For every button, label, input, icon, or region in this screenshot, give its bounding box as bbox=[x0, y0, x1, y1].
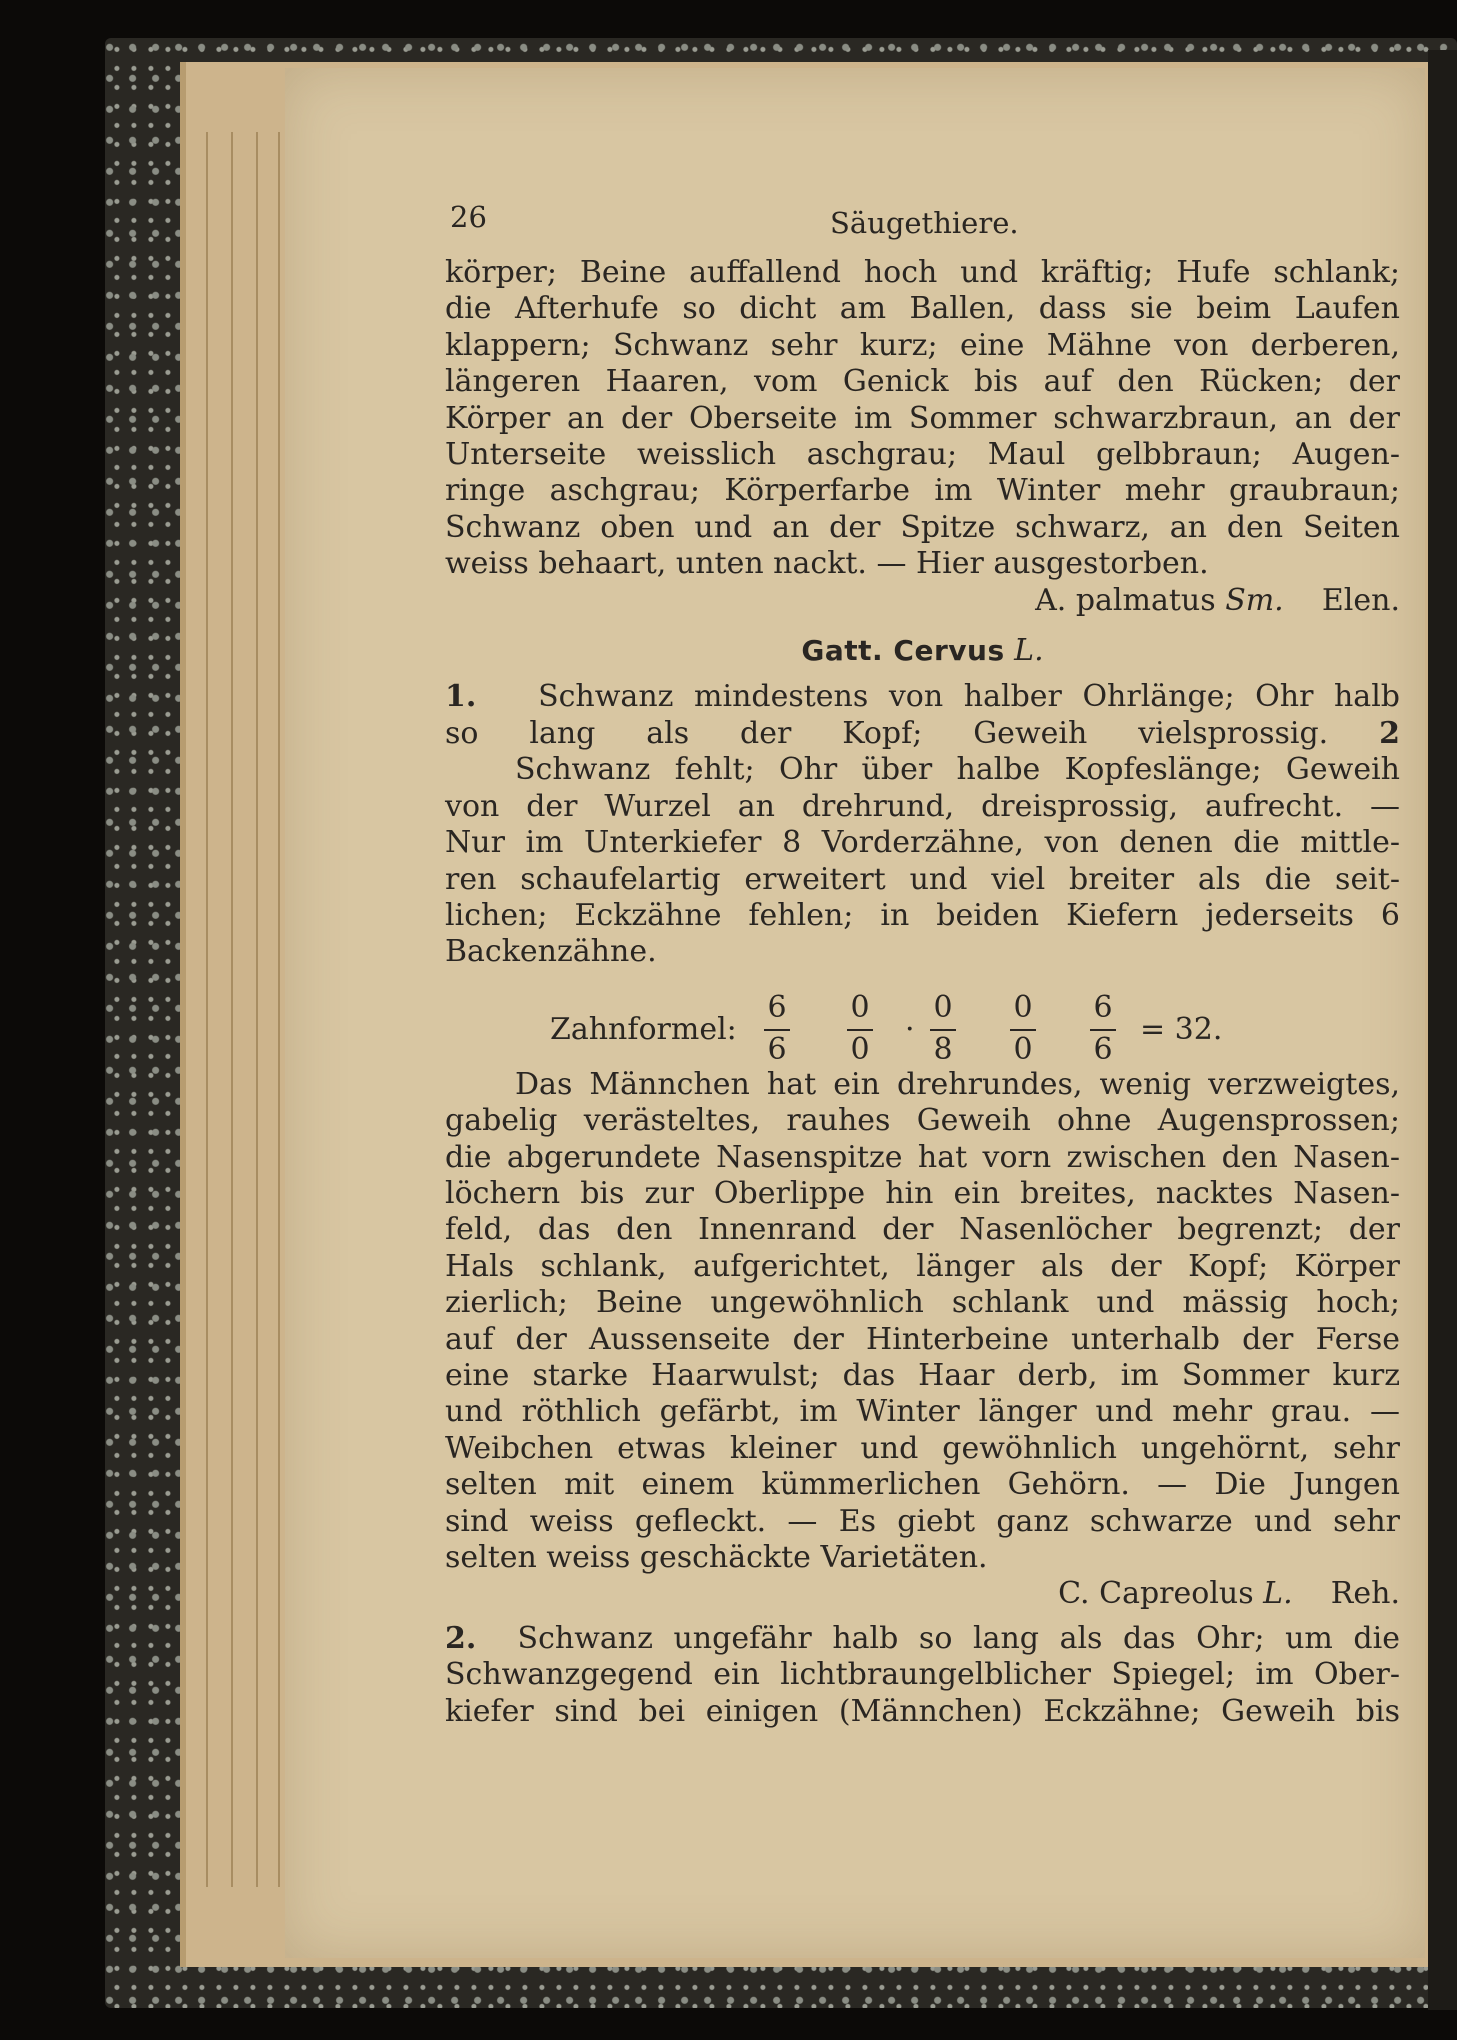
text-line: sind weiss gefleckt. — Es giebt ganz schwarze und sehr bbox=[445, 1503, 1400, 1539]
text-line: Schwanz ungefähr halb so lang als das Ohr; um die bbox=[517, 1620, 1400, 1656]
species-common-name: Reh. bbox=[1330, 1576, 1400, 1612]
text-line: ringe aschgrau; Körperfarbe im Winter mehr graubraun; bbox=[445, 473, 1400, 509]
text-line: ren schaufelartig erweitert und viel breiter als die seit- bbox=[445, 861, 1400, 897]
key-reference: 2 bbox=[1379, 715, 1400, 751]
page-body bbox=[445, 255, 1400, 1730]
text-line: körper; Beine auffallend hoch und kräftig; Hufe schlank; bbox=[445, 255, 1400, 290]
key-entry-1-cont bbox=[445, 716, 1400, 752]
text-line: weiss behaart, unten nackt. — Hier ausgestorben. bbox=[445, 546, 1209, 582]
text-line: feld, das den Innenrand der Nasenlöcher begrenzt; der bbox=[445, 1212, 1400, 1248]
text-line: Das Männchen hat ein drehrundes, wenig verzweigtes, bbox=[515, 1066, 1400, 1102]
text-line: zierlich; Beine ungewöhnlich schlank und mässig hoch; bbox=[445, 1285, 1400, 1321]
text-line: eine starke Haarwulst; das Haar derb, im Sommer kurz bbox=[445, 1357, 1400, 1393]
text-line: gabelig verästeltes, rauhes Geweih ohne Augensprossen; bbox=[445, 1103, 1400, 1139]
formula-dot: · bbox=[905, 1012, 915, 1047]
species-author: Sm. bbox=[1225, 582, 1284, 618]
species-common-name: Elen. bbox=[1321, 582, 1400, 618]
formula-label: Zahnformel: bbox=[550, 1012, 737, 1047]
key-entry-2 bbox=[445, 1621, 1400, 1657]
key-number: 2. bbox=[445, 1620, 477, 1656]
text-line: Schwanz fehlt; Ohr über halbe Kopfeslänge; Geweih bbox=[515, 752, 1400, 788]
key-entry-1 bbox=[445, 679, 1400, 715]
text-line: Weibchen etwas kleiner und gewöhnlich ungehörnt, sehr bbox=[445, 1430, 1400, 1466]
genus-author: L. bbox=[1014, 633, 1044, 669]
text-line: selten weiss geschäckte Varietäten. bbox=[445, 1540, 988, 1575]
text-line: Unterseite weisslich aschgrau; Maul gelbbraun; Augen- bbox=[445, 437, 1400, 473]
species-name-elk bbox=[445, 583, 1400, 619]
text-line: von der Wurzel an drehrund, dreisprossig, aufrecht. — bbox=[445, 788, 1400, 824]
text-line: Backenzähne. bbox=[445, 934, 657, 970]
text-line: selten mit einem kümmerlichen Gehörn. — Die Jungen bbox=[445, 1467, 1400, 1503]
text-line: und röthlich gefärbt, im Winter länger und mehr grau. — bbox=[445, 1394, 1400, 1430]
text-line: klappern; Schwanz sehr kurz; eine Mähne von derberen, bbox=[445, 327, 1400, 363]
text-line: kiefer sind bei einigen (Männchen) Eckzähne; Geweih bis bbox=[445, 1693, 1400, 1729]
species-author: L. bbox=[1263, 1576, 1293, 1612]
text-line: löchern bis zur Oberlippe hin ein breites, nacktes Nasen- bbox=[445, 1175, 1400, 1211]
text-line: Hals schlank, aufgerichtet, länger als der Kopf; Körper bbox=[445, 1248, 1400, 1284]
running-head bbox=[450, 200, 1400, 240]
page-header-title: Säugethiere. bbox=[830, 206, 1019, 240]
text-line: Körper an der Oberseite im Sommer schwarzbraun, an der bbox=[445, 400, 1400, 436]
text-line: die Afterhufe so dicht am Ballen, dass sie beim Laufen bbox=[445, 291, 1400, 327]
formula-result: = 32. bbox=[1140, 1012, 1223, 1047]
text-line: Schwanz mindestens von halber Ohrlänge; Ohr halb bbox=[538, 679, 1400, 715]
text-line: Schwanz oben und an der Spitze schwarz, an den Seiten bbox=[445, 509, 1400, 545]
text-line: Schwanzgegend ein lichtbraungelblicher Spiegel; im Ober- bbox=[445, 1657, 1400, 1693]
species-name: A. palmatus bbox=[1035, 582, 1216, 618]
genus-name: Gatt. Cervus bbox=[801, 634, 1005, 668]
genus-heading bbox=[445, 633, 1400, 669]
binding-edge bbox=[1428, 50, 1457, 2010]
text-line: auf der Aussenseite der Hinterbeine unterhalb der Ferse bbox=[445, 1321, 1400, 1357]
species-name: C. Capreolus bbox=[1058, 1576, 1254, 1612]
key-number: 1. bbox=[445, 679, 477, 715]
text-line: Nur im Unterkiefer 8 Vorderzähne, von denen die mittle- bbox=[445, 825, 1400, 861]
species-name-roe-deer bbox=[445, 1576, 1400, 1612]
text-line: die abgerundete Nasenspitze hat vorn zwischen den Nasen- bbox=[445, 1139, 1400, 1175]
text-line: so lang als der Kopf; Geweih vielsprossig. bbox=[445, 715, 1329, 751]
page-number: 26 bbox=[450, 200, 487, 234]
text-line: lichen; Eckzähne fehlen; in beiden Kiefern jederseits 6 bbox=[445, 897, 1400, 933]
text-line: längeren Haaren, vom Genick bis auf den Rücken; der bbox=[445, 364, 1400, 400]
